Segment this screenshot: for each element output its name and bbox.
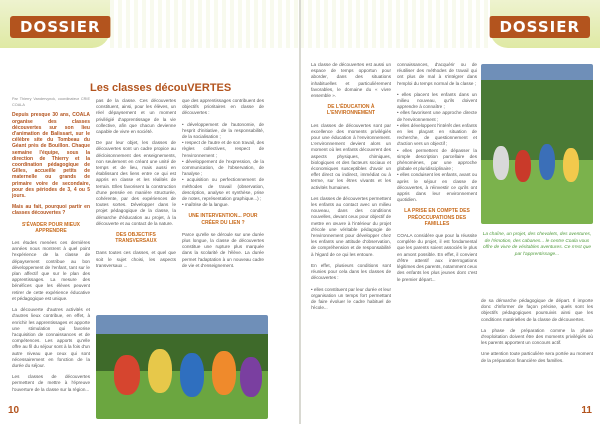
- dossier-tag-left: DOSSIER: [10, 16, 111, 38]
- subhead-familles: LA PRISE EN COMPTE DES PRÉOCCUPATIONS DES FAMILLES: [404, 208, 470, 227]
- paragraph: que des apprentissages contribuent des objectifs prioritaires en classe de découvertes :: [182, 98, 264, 116]
- caption-text: La chaîne, un projet, des chevalets, des aventures, de l'émotion, des cabanes... le centre Coala vous offre de vivre de véritables aventures. Ce n'est que par l'apprentissage...: [482, 232, 592, 257]
- photo-children-outdoors: [96, 315, 268, 419]
- paragraph: Les études menées ces dernières années nous montrent à quel point l'expérience de la classe de dépaysement contribue au bon développement de l'enfant, tant sur le plan affectif que sur le plan des apprentissages. La mesure des bénéfices que les élèves peuvent retirer de cette expérience éducative et pédagogique est unique.: [12, 240, 90, 301]
- left-column-1: [12, 96, 90, 398]
- photo-caption: [481, 232, 593, 263]
- right-page: [301, 0, 600, 424]
- paragraph: La classe de découvertes est aussi un espace de temps opportun pour aborder, dans des situations inhabituelles et particulièrement favorables, le domaine du « vivre ensemble ».: [311, 62, 391, 99]
- banner-right: [490, 0, 600, 48]
- paragraph: Les classes de découvertes permettent les enfants au contact avec un milieu nouveau, dans des conditions nouvelles, devant ceux pour objectif de mettre en œuvre à l'intérieur du projet d'école une véritable pédagogie de l'environnement pour développer chez les enfants une attitude d'observation, de compréhension et de responsabilité à l'égard de ce qui les entoure.: [311, 195, 391, 257]
- paragraph: Une attention toute particulière sera portée au moment de la préparation financière des familles.: [481, 351, 593, 363]
- subhead-environnement: DE L'ÉDUCATION À L'ENVIRONNEMENT: [326, 104, 376, 117]
- subhead-lien: UNE INTERVENTION... POUR CRÉER DU LIEN ?: [188, 213, 258, 226]
- left-page: [0, 0, 299, 424]
- paragraph: Dans toutes ces classes, et quel que soit le sujet choisi, les aspects transversaux ...: [96, 250, 176, 268]
- page-number-left: 10: [8, 405, 20, 416]
- bullet-list: • développement de l'autonomie, de l'esprit d'initiative, de la responsabilité, de la socialisation ; • respect de l'autre et de son travail, des règles collectives, respect de l'environnement ; • développement de l'expression, de la communication, de l'observation, de l'analyse ; • acquisition ou perfectionnement de méthodes de travail (observation, description, analyse et synthèse, prise de notes, représentation graphique...) ; • maîtrise de la langue.: [182, 121, 264, 208]
- lead-question: Mais au fait, pourquoi partir en classes découvertes ?: [12, 204, 90, 217]
- paragraph: COALA considère que pour la réussite complète du projet, il est fondamental que les parents soient associés le plus en amont possible. En effet, il convient d'être attentif aux interrogations légitimes des parents, notamment ceux des enfants les plus jeunes dont c'est le premier départ...: [397, 233, 477, 282]
- header-stripe-left: [110, 0, 299, 48]
- paragraph: Les classes de découvertes sont par excellence des moments privilégiés pour une éducation à l'environnement. L'environnement devient alors un moment où les enfants découvrent des aspects physiques, chimiques, biologiques et des facteurs sociaux et économiques susceptibles d'avoir un effet direct ou indirect, immédiat ou à terme, sur les êtres vivants et les activités humaines.: [311, 122, 391, 190]
- article-title: Les classes découVERTES: [90, 82, 232, 94]
- photo-group-forest: [481, 64, 593, 224]
- right-column-2: [397, 62, 477, 288]
- paragraph: Parce qu'elle se déroule sur une durée plus longue, la classe de découvertes constitue une rupture plus marquée dans la scolarité de l'élève. La durée permet l'adaptation à un nouveau cadre de vie et d'enseignement.: [182, 231, 264, 268]
- dossier-tag-right: DOSSIER: [489, 16, 590, 38]
- banner-left: [0, 0, 110, 48]
- paragraph: connaissances, d'acquérir ou de réutiliser des méthodes de travail qui ont plus de mal à s'intégrer dans l'emploi du temps normal de la classe ;: [397, 62, 477, 86]
- bullet-list: • elles placent les enfants dans un milieu nouveau, qu'ils doivent apprendre à connaître ; • elles favorisent une approche directe de l'environnement ; • elles développent l'intérêt des enfants en les plaçant en situation de recherche, de questionnement et d'action vers un objectif ; • elles permettent de dépasser la simple description parcellaire des phénomènes, par une approche globale et pluridisciplinaire ; • elles conduisent les enfants, avant ou après le séjour en classe de découvertes, à réinvestir ce qu'ils ont appris dans leur environnement quotidien.: [397, 91, 477, 203]
- paragraph: de sa démarche pédagogique de départ. Il importe donc d'informer de façon précise, quels sont les objectifs pédagogiques poursuivis ainsi que les conditions matérielles de la classe de découvertes.: [481, 298, 593, 322]
- right-column-1: [311, 62, 391, 316]
- paragraph: De par leur objet, les classes de découvertes sont un cadre propice au décloisonnement des enseignements, non seulement en créant une unité de temps et de lieu, mais aussi en établissant des liens entre ce qui est appris en classe et les réalités de terrain. Elles favorisent la construction d'une pensée en manière structurée, cohérente, par des expériences de toutes sortes. Développer dans le projet pédagogique de la classe, la démarche d'éducation au projet, à la découverte et au contact de la nature.: [96, 140, 176, 226]
- paragraph: La phase de préparation comme la phase d'exploitation doivent être des moments privilégiés où les parents apportent un concours actif.: [481, 327, 593, 346]
- subhead-evader: S'ÉVADER POUR MIEUX APPRENDRE: [21, 221, 81, 234]
- subhead-objectifs: DES OBJECTIFS TRANSVERSAUX: [115, 232, 157, 245]
- bullet-list: • elles constituent par leur durée et leur organisation un temps fort permettant de faire évoluer le cadre habituel de l'école...: [311, 286, 391, 311]
- paragraph: pas de la classe. Ces découvertes constituent, ainsi, pour les élèves, un réel dépaysement et un moment privilégié d'apprentissage de la vie collective, afin que chacun devienne capable de vivre en société.: [96, 98, 176, 135]
- paragraph: En effet, plusieurs conditions sont réunies pour cela dans les classes de découvertes :: [311, 262, 391, 281]
- right-column-3: [481, 298, 593, 369]
- paragraph: La découverte d'autres activités et d'autres lieux contribue, en effet, à enrichir les apprentissages et apporte une stimulation qui favorise l'acquisition de connaissances et de compétences. Les apports qu'elle offre au fil du séjour sont à la fois d'un autre niveau que ceux qui sont nécessairement en fonction de la durée du séjour.: [12, 307, 90, 368]
- left-column-2: [96, 98, 176, 274]
- lead-paragraph: Depuis presque 30 ans, COALA organise des classes découvertes sur son lieu d'animation de Balissart, sur le célèbre site du Tombeau du Géant près de Bouillon. Chaque semaine l'équipe, sous la direction de Thierry et la coordination pédagogique de Gilles, accueille petits de maternelle ou grands de primaire voire de secondaire, pour des périodes de 3, 4 ou 5 jours.: [12, 112, 90, 200]
- left-column-3: [182, 98, 264, 274]
- page-number-right: 11: [581, 405, 592, 416]
- byline: Par Thierry Vandervynck, coordinateur CRIE COALA: [12, 97, 90, 108]
- paragraph: Les classes de découvertes permettent de mettre à l'épreuve l'ouverture de la classe sur la région...: [12, 374, 90, 392]
- header-stripe-right: [301, 0, 490, 48]
